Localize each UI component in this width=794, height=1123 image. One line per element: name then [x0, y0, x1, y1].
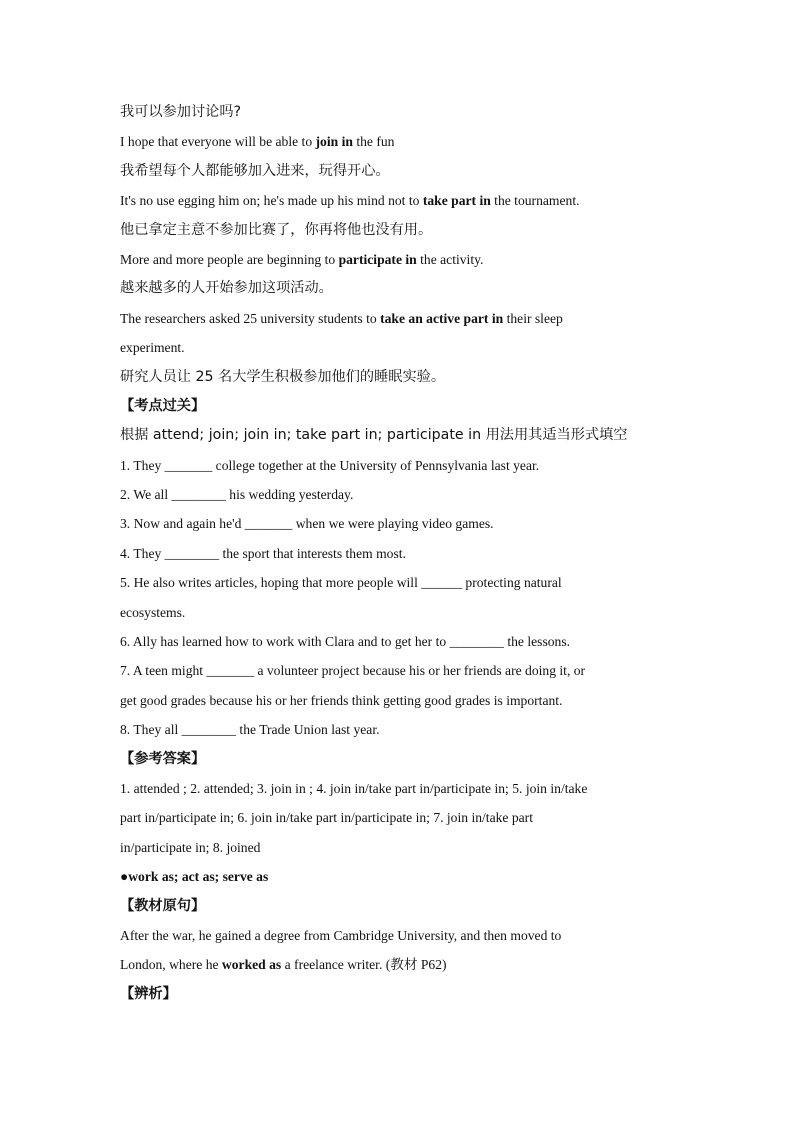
- section-heading-answers: 【参考答案】: [120, 750, 206, 767]
- exercise-item-continued: ecosystems.: [120, 604, 186, 620]
- exercise-item-continued: get good grades because his or her friends think getting good grades is important.: [120, 692, 563, 708]
- exercise-item: 7. A teen might _______ a volunteer project because his or her friends are doing it, or: [120, 663, 586, 679]
- answer-line: 1. attended ; 2. attended; 3. join in ; 4. join in/take part in/participate in; 5. join in/take: [120, 780, 588, 796]
- topic-heading: ●work as; act as; serve as: [120, 869, 269, 885]
- phrase-highlight: participate in: [338, 251, 417, 267]
- example-sentence: It's no use egging him on; he's made up his mind not to take part in the tournament.: [120, 193, 580, 209]
- example-sentence-continued: experiment.: [120, 340, 185, 356]
- exercise-instructions: 根据 attend; join; join in; take part in; participate in 用法用其适当形式填空: [120, 427, 628, 444]
- translation-line: 我希望每个人都能够加入进来，玩得开心。: [120, 162, 390, 179]
- exercise-item: 4. They ________ the sport that interests them most.: [120, 545, 406, 561]
- example-sentence: More and more people are beginning to participate in the activity.: [120, 251, 484, 267]
- translation-line: 研究人员让 25 名大学生积极参加他们的睡眠实验。: [120, 368, 446, 385]
- phrase-highlight: join in: [315, 134, 353, 150]
- translation-line: 他已拿定主意不参加比赛了，你再将他也没有用。: [120, 221, 433, 238]
- exercise-item: 2. We all ________ his wedding yesterday.: [120, 487, 354, 503]
- example-sentence: I hope that everyone will be able to join in the fun: [120, 134, 395, 150]
- exercise-item: 3. Now and again he'd _______ when we were playing video games.: [120, 516, 494, 532]
- answer-line: part in/participate in; 6. join in/take part in/participate in; 7. join in/take part: [120, 810, 533, 826]
- phrase-highlight: worked as: [221, 957, 282, 973]
- exercise-item: 6. Ally has learned how to work with Clara and to get her to ________ the lessons.: [120, 634, 571, 650]
- exercise-item: 5. He also writes articles, hoping that more people will ______ protecting natural: [120, 575, 562, 591]
- section-heading-textbook: 【教材原句】: [120, 897, 206, 914]
- example-sentence: The researchers asked 25 university students to take an active part in their sleep: [120, 310, 563, 326]
- answer-line: in/participate in; 8. joined: [120, 839, 261, 855]
- exercise-item: 8. They all ________ the Trade Union last year.: [120, 722, 380, 738]
- textbook-sentence-continued: London, where he worked as a freelance writer. (教材 P62): [120, 957, 447, 973]
- exercise-item: 1. They _______ college together at the University of Pennsylvania last year.: [120, 457, 540, 473]
- phrase-highlight: take part in: [422, 193, 491, 209]
- section-heading-exercises: 【考点过关】: [120, 397, 206, 414]
- section-heading-analysis: 【辨析】: [120, 985, 177, 1002]
- textbook-sentence: After the war, he gained a degree from Cambridge University, and then moved to: [120, 927, 562, 943]
- translation-line: 我可以参加讨论吗?: [120, 104, 242, 120]
- phrase-highlight: take an active part in: [380, 310, 504, 326]
- document-page: [120, 98, 673, 1009]
- translation-line: 越来越多的人开始参加这项活动。: [120, 280, 333, 297]
